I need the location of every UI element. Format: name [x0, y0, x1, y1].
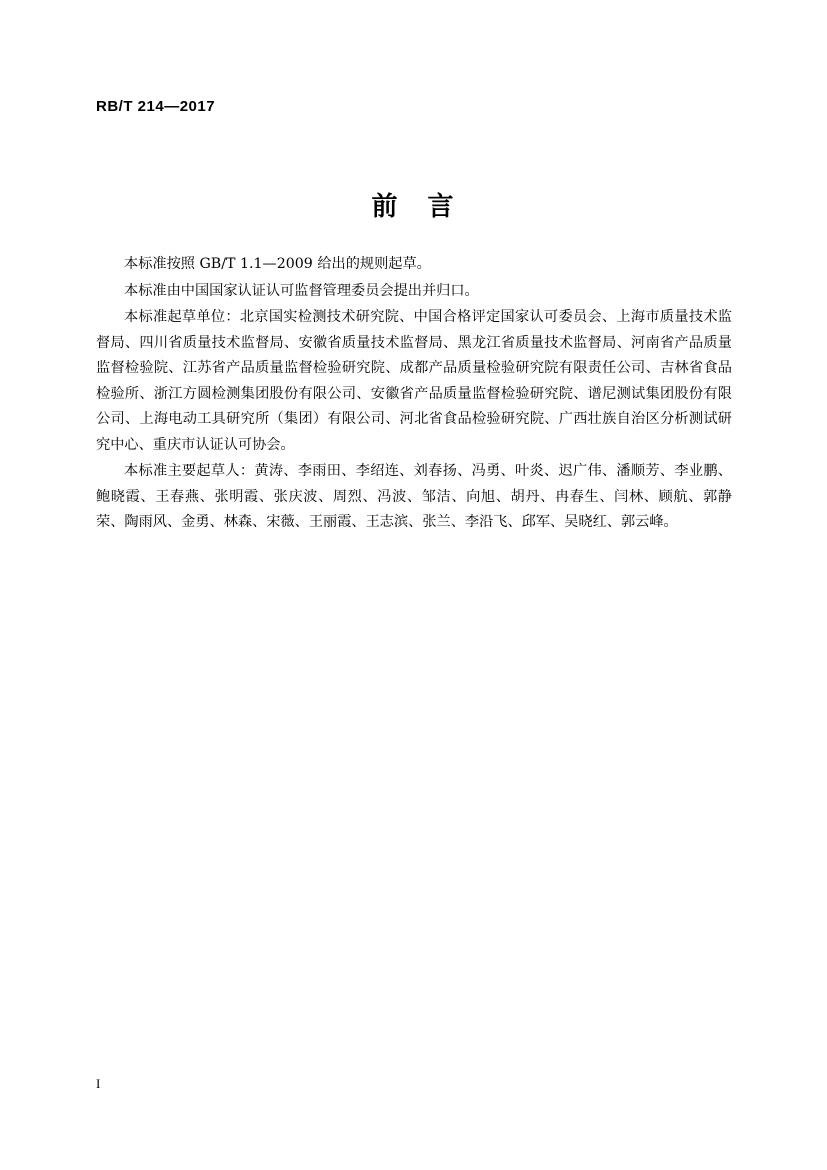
page-title: [0, 186, 827, 223]
standard-code-header: RB/T 214—2017: [96, 98, 216, 115]
foreword-paragraph: 本标准由中国国家认证认可监督管理委员会提出并归口。: [124, 282, 479, 299]
page-title-second-char: 言: [427, 192, 456, 222]
foreword-paragraph: 本标准按照 GB/T 1.1—2009 给出的规则起草。: [124, 256, 431, 272]
foreword-paragraph: 本标准主要起草人：黄涛、李雨田、李绍连、刘春扬、冯勇、叶炎、迟广伟、潘顺芳、李业鹏、鲍晓霞、王春燕、张明霞、张庆波、周烈、冯波、邹洁、向旭、胡丹、冉春生、闫林、顾航、郭静荣、陶雨风、金勇、林森、宋薇、王丽霞、王志滨、张兰、李沿飞、邱军、吴晓红、郭云峰。: [96, 463, 732, 530]
page-number: I: [96, 1076, 101, 1091]
foreword-paragraph: 本标准起草单位：北京国实检测技术研究院、中国合格评定国家认可委员会、上海市质量技术监督局、四川省质量技术监督局、安徽省质量技术监督局、黑龙江省质量技术监督局、河南省产品质量监督检验院、江苏省产品质量监督检验研究院、成都产品质量检验研究院有限责任公司、吉林省食品检验所、浙江方圆检测集团股份有限公司、安徽省产品质量监督检验研究院、谱尼测试集团股份有限公司、上海电动工具研究所（集团）有限公司、河北省食品检验研究院、广西壮族自治区分析测试研究中心、重庆市认证认可协会。: [96, 309, 732, 453]
foreword-body: [96, 252, 732, 536]
page-title-first-char: 前: [371, 192, 400, 222]
